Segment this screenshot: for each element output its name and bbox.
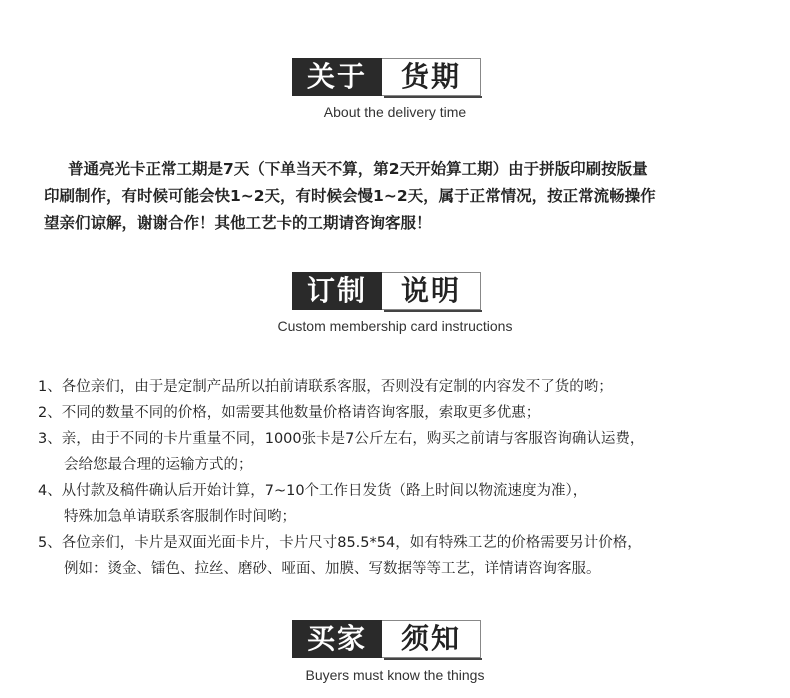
section-subtitle-delivery: About the delivery time	[323, 104, 467, 120]
section-subtitle-custom: Custom membership card instructions	[277, 318, 513, 334]
delivery-line-3: 望亲们谅解，谢谢合作！其他工艺卡的工期请咨询客服！	[44, 214, 432, 232]
header-shadow	[384, 658, 482, 660]
list-item: 3、亲，由于不同的卡片重量不同，1000张卡是7公斤左右，购买之前请与客服咨询确认运费，	[38, 431, 645, 447]
delivery-line-2: 印刷制作，有时候可能会快1~2天，有时候会慢1~2天，属于正常情况，按正常流畅操作	[44, 187, 656, 205]
delivery-paragraph	[44, 156, 764, 237]
section-header-custom	[292, 272, 482, 310]
instructions-list	[38, 374, 768, 582]
header-right-text: 须知	[382, 620, 481, 658]
section-header-buyers	[292, 620, 482, 658]
header-right-text: 货期	[382, 58, 481, 96]
list-item-continuation: 例如：烫金、镭色、拉丝、磨砂、哑面、加膜、写数据等等工艺，详情请咨询客服。	[64, 561, 601, 577]
header-left-text: 关于	[292, 58, 382, 96]
list-item: 1、各位亲们，由于是定制产品所以拍前请联系客服，否则没有定制的内容发不了货的哟；	[38, 379, 613, 395]
list-item: 4、从付款及稿件确认后开始计算，7~10个工作日发货（路上时间以物流速度为准），	[38, 483, 588, 499]
header-right-text: 说明	[382, 272, 481, 310]
section-header-delivery	[292, 58, 482, 96]
header-left-text: 买家	[292, 620, 382, 658]
list-item: 5、各位亲们，卡片是双面光面卡片，卡片尺寸85.5*54，如有特殊工艺的价格需要另计价格，	[38, 535, 642, 551]
header-left-text: 订制	[292, 272, 382, 310]
list-item-continuation: 会给您最合理的运输方式的；	[64, 457, 253, 473]
list-item-continuation: 特殊加急单请联系客服制作时间哟；	[64, 509, 296, 525]
list-item: 2、不同的数量不同的价格，如需要其他数量价格请咨询客服，索取更多优惠；	[38, 405, 541, 421]
header-shadow	[384, 96, 482, 98]
header-shadow	[384, 310, 482, 312]
section-subtitle-buyers: Buyers must know the things	[305, 667, 485, 683]
delivery-line-1: 普通亮光卡正常工期是7天（下单当天不算，第2天开始算工期）由于拼版印刷按版量	[68, 160, 648, 178]
